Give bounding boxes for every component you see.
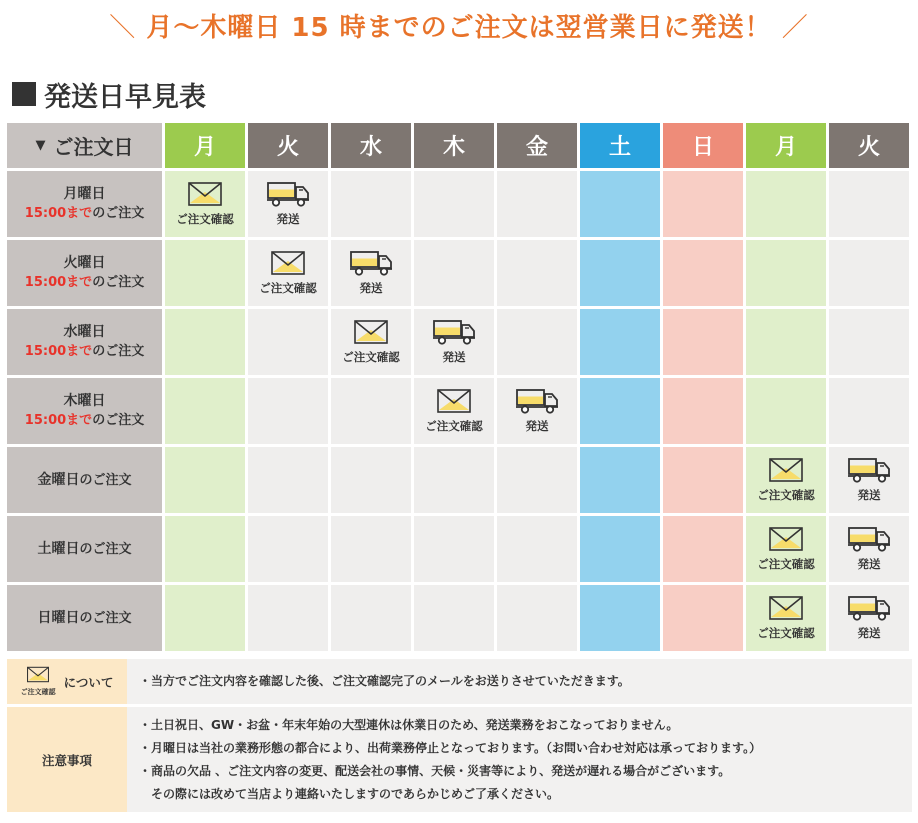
notes-about-label	[7, 659, 127, 704]
page-heading	[12, 74, 206, 114]
schedule-cell	[746, 240, 826, 306]
day-header: 火	[248, 123, 328, 168]
ship-label: 発送	[276, 212, 300, 226]
order-day-name: 金曜日	[37, 471, 80, 488]
truck-icon	[432, 319, 476, 345]
banner-slash-right: ／	[781, 13, 809, 43]
schedule-cell	[165, 378, 245, 444]
truck-icon	[515, 388, 559, 414]
square-bullet-icon	[12, 82, 36, 106]
day-header: 火	[829, 123, 909, 168]
schedule-cell	[414, 447, 494, 513]
order-suffix: のご注文	[79, 541, 132, 557]
banner	[0, 6, 918, 50]
caution-line: ・土日祝日、GW・お盆・年末年始の大型連休は休業日のため、発送業務をおこなっておりません。	[139, 717, 679, 732]
schedule-cell	[663, 378, 743, 444]
schedule-cell	[414, 378, 494, 444]
banner-slash-left: ＼	[109, 13, 137, 43]
schedule-cell	[829, 171, 909, 237]
schedule-cell	[580, 171, 660, 237]
schedule-cell	[331, 171, 411, 237]
schedule-cell	[580, 378, 660, 444]
confirm-label: ご注文確認	[259, 281, 317, 295]
envelope-icon	[436, 388, 472, 414]
order-date-label: ご注文日	[53, 135, 134, 159]
order-day-label	[7, 516, 162, 582]
cutoff-time: 15:00まで	[24, 413, 93, 428]
schedule-cell	[580, 240, 660, 306]
schedule-cell	[165, 171, 245, 237]
schedule-cell	[331, 240, 411, 306]
caution-label: 注意事項	[41, 752, 92, 768]
day-header: 月	[165, 123, 245, 168]
confirm-label: ご注文確認	[757, 488, 815, 502]
order-day-label	[7, 309, 162, 375]
caution-line: ・商品の欠品 、ご注文内容の変更、配送会社の事情、天候・災害等により、発送が遅れる場合がございます。	[139, 763, 731, 778]
cutoff-time: 15:00まで	[24, 344, 93, 359]
schedule-cell	[829, 447, 909, 513]
day-header: 日	[663, 123, 743, 168]
order-confirmation	[331, 309, 411, 375]
schedule-cell	[248, 309, 328, 375]
schedule-cell	[663, 171, 743, 237]
schedule-cell	[248, 447, 328, 513]
schedule-cell	[663, 240, 743, 306]
schedule-cell	[497, 171, 577, 237]
order-day-name: 木曜日	[63, 393, 106, 409]
banner-text: 月～木曜日 15 時までのご注文は翌営業日に発送！	[146, 13, 772, 43]
about-envelope	[21, 666, 56, 697]
schedule-cell	[829, 378, 909, 444]
caution-line: ・月曜日は当社の業務形態の都合により、出荷業務停止となっております。（お問い合わせ対応は承っております。）	[139, 740, 762, 755]
shipment	[414, 309, 494, 375]
order-day-label	[7, 240, 162, 306]
truck-icon	[847, 526, 891, 552]
schedule-cell	[746, 171, 826, 237]
order-day-name: 土曜日	[37, 540, 80, 557]
order-date-header	[7, 123, 162, 168]
order-day-name: 火曜日	[63, 255, 106, 271]
schedule-cell	[829, 240, 909, 306]
shipping-schedule-table	[7, 123, 912, 651]
order-day-name: 水曜日	[63, 324, 106, 340]
caution-line: その際には改めて当店より連絡いたしますのであらかじめご了承ください。	[139, 786, 560, 801]
confirm-label: ご注文確認	[176, 212, 234, 226]
order-day-label	[7, 378, 162, 444]
schedule-cell	[248, 585, 328, 651]
truck-icon	[847, 595, 891, 621]
schedule-cell	[497, 378, 577, 444]
schedule-cell	[165, 309, 245, 375]
schedule-cell	[746, 378, 826, 444]
schedule-cell	[746, 309, 826, 375]
schedule-cell	[414, 516, 494, 582]
schedule-cell	[165, 240, 245, 306]
envelope-icon	[768, 457, 804, 483]
schedule-cell	[497, 240, 577, 306]
schedule-cell	[580, 516, 660, 582]
day-header: 月	[746, 123, 826, 168]
truck-icon	[266, 181, 310, 207]
notes-caution-label	[7, 707, 127, 812]
schedule-cell	[829, 309, 909, 375]
ship-label: 発送	[857, 626, 881, 640]
order-suffix: のご注文	[92, 206, 145, 221]
shipment	[829, 447, 909, 513]
schedule-cell	[497, 585, 577, 651]
ship-label: 発送	[525, 419, 549, 433]
confirm-label: ご注文確認	[757, 626, 815, 640]
schedule-cell	[497, 516, 577, 582]
day-header: 水	[331, 123, 411, 168]
order-suffix: のご注文	[79, 610, 132, 626]
order-day-label	[7, 585, 162, 651]
schedule-cell	[497, 309, 577, 375]
schedule-cell	[497, 447, 577, 513]
schedule-cell	[331, 378, 411, 444]
day-header: 土	[580, 123, 660, 168]
schedule-cell	[663, 585, 743, 651]
order-day-name: 月曜日	[63, 186, 106, 202]
truck-icon	[847, 457, 891, 483]
shipment	[497, 378, 577, 444]
schedule-cell	[663, 447, 743, 513]
about-label: について	[63, 674, 114, 690]
order-suffix: のご注文	[92, 413, 145, 428]
ship-label: 発送	[442, 350, 466, 364]
order-confirmation	[746, 585, 826, 651]
confirm-label: ご注文確認	[757, 557, 815, 571]
schedule-cell	[248, 171, 328, 237]
schedule-cell	[580, 585, 660, 651]
ship-label: 発送	[359, 281, 383, 295]
schedule-cell	[165, 447, 245, 513]
ship-label: 発送	[857, 557, 881, 571]
notes-table	[7, 659, 912, 812]
envelope-icon	[270, 250, 306, 276]
envelope-icon	[353, 319, 389, 345]
order-confirmation	[165, 171, 245, 237]
schedule-cell	[331, 516, 411, 582]
envelope-icon	[187, 181, 223, 207]
order-confirmation	[414, 378, 494, 444]
schedule-cell	[248, 378, 328, 444]
schedule-cell	[165, 585, 245, 651]
shipment	[829, 585, 909, 651]
about-text: ・当方でご注文内容を確認した後、ご注文確認完了のメールをお送りさせていただきます。	[139, 674, 630, 688]
schedule-cell	[248, 516, 328, 582]
schedule-cell	[165, 516, 245, 582]
confirm-label: ご注文確認	[342, 350, 400, 364]
order-confirmation	[746, 516, 826, 582]
order-day-label	[7, 447, 162, 513]
day-header: 木	[414, 123, 494, 168]
schedule-cell	[414, 240, 494, 306]
schedule-cell	[580, 447, 660, 513]
truck-icon	[349, 250, 393, 276]
schedule-cell	[414, 309, 494, 375]
shipment	[248, 171, 328, 237]
envelope-icon	[768, 595, 804, 621]
envelope-icon	[26, 666, 50, 686]
page-title: 発送日早見表	[44, 81, 206, 113]
schedule-cell	[248, 240, 328, 306]
envelope-icon	[768, 526, 804, 552]
schedule-cell	[580, 309, 660, 375]
schedule-cell	[331, 447, 411, 513]
schedule-cell	[829, 585, 909, 651]
order-confirmation	[746, 447, 826, 513]
shipment	[829, 516, 909, 582]
ship-label: 発送	[857, 488, 881, 502]
schedule-cell	[414, 171, 494, 237]
cutoff-time: 15:00まで	[24, 275, 93, 290]
order-suffix: のご注文	[92, 275, 145, 290]
order-day-label	[7, 171, 162, 237]
schedule-cell	[829, 516, 909, 582]
about-icon-label: ご注文確認	[20, 688, 56, 696]
schedule-cell	[663, 516, 743, 582]
schedule-cell	[414, 585, 494, 651]
schedule-cell	[746, 585, 826, 651]
notes-caution-body	[127, 707, 912, 812]
schedule-cell	[746, 447, 826, 513]
order-suffix: のご注文	[92, 344, 145, 359]
schedule-cell	[663, 309, 743, 375]
confirm-label: ご注文確認	[425, 419, 483, 433]
cutoff-time: 15:00まで	[24, 206, 93, 221]
schedule-cell	[331, 309, 411, 375]
shipment	[331, 240, 411, 306]
schedule-cell	[746, 516, 826, 582]
order-suffix: のご注文	[79, 472, 132, 488]
day-header: 金	[497, 123, 577, 168]
schedule-cell	[331, 585, 411, 651]
notes-about-body	[127, 659, 912, 704]
triangle-down-icon: ▼	[35, 138, 46, 153]
order-confirmation	[248, 240, 328, 306]
order-day-name: 日曜日	[37, 609, 80, 626]
